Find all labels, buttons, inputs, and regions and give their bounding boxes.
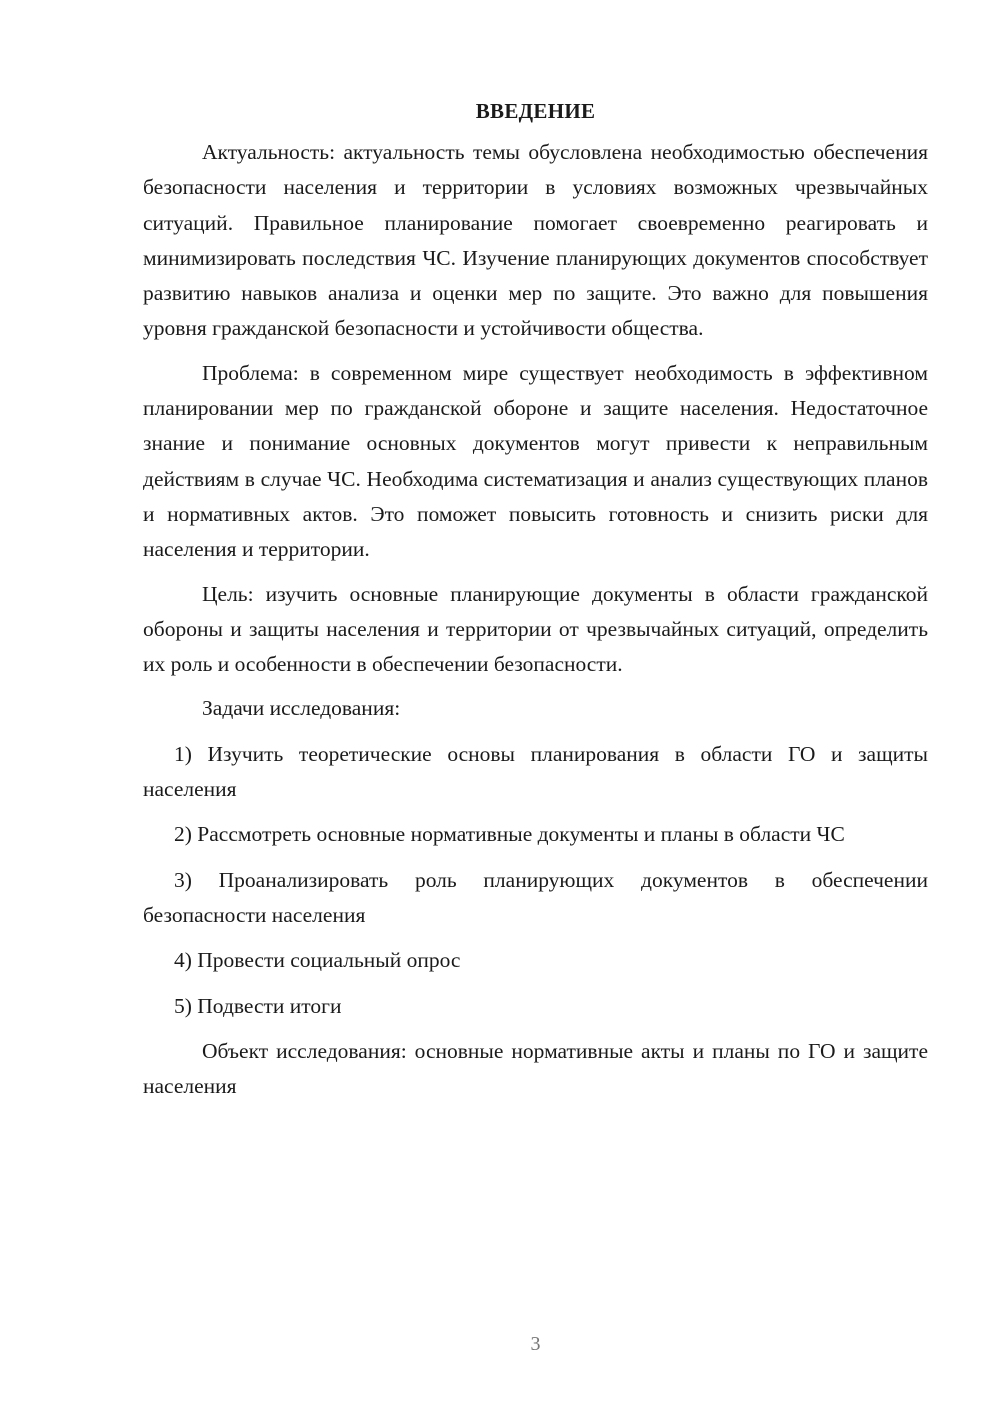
task-item: 5) Подвести итоги: [174, 993, 342, 1018]
page-content: [143, 94, 928, 1113]
page-title: ВВЕДЕНИЕ: [475, 99, 596, 123]
object-paragraph: Объект исследования: основные нормативные акты и планы по ГО и защите населения: [143, 1038, 928, 1099]
tasks-list: [143, 737, 928, 1024]
page-number: 3: [530, 1333, 541, 1355]
task-item: 2) Рассмотреть основные нормативные документы и планы в области ЧС: [174, 822, 845, 847]
task-item: 4) Провести социальный опрос: [174, 948, 461, 973]
task-item: 1) Изучить теоретические основы планирования в области ГО и защиты населения: [143, 741, 928, 802]
problem-paragraph: Проблема: в современном мире существует необходимость в эффективном планировании мер по гражданской обороне и защите населения. Недостаточное знание и понимание основных документов могут привести к неправильным действиям в случае ЧС. Необходима систематизация и анализ существующих планов и нормативных актов. Это поможет повысить готовность и снизить риски для населения и территории.: [143, 360, 928, 562]
tasks-label: Задачи исследования:: [202, 696, 401, 721]
task-item: 3) Проанализировать роль планирующих документов в обеспечении безопасности населения: [143, 867, 928, 927]
goal-paragraph: Цель: изучить основные планирующие документы в области гражданской обороны и защиты населения и территории от чрезвычайных ситуаций, определить их роль и особенности в обеспечении безопасности.: [143, 581, 928, 677]
relevance-paragraph: Актуальность: актуальность темы обусловлена необходимостью обеспечения безопасности населения и территории в условиях возможных чрезвычайных ситуаций. Правильное планирование помогает своевременно реагировать и минимизировать последствия ЧС. Изучение планирующих документов способствует развитию навыков анализа и оценки мер по защите. Это важно для повышения уровня гражданской безопасности и устойчивости общества.: [143, 140, 928, 341]
